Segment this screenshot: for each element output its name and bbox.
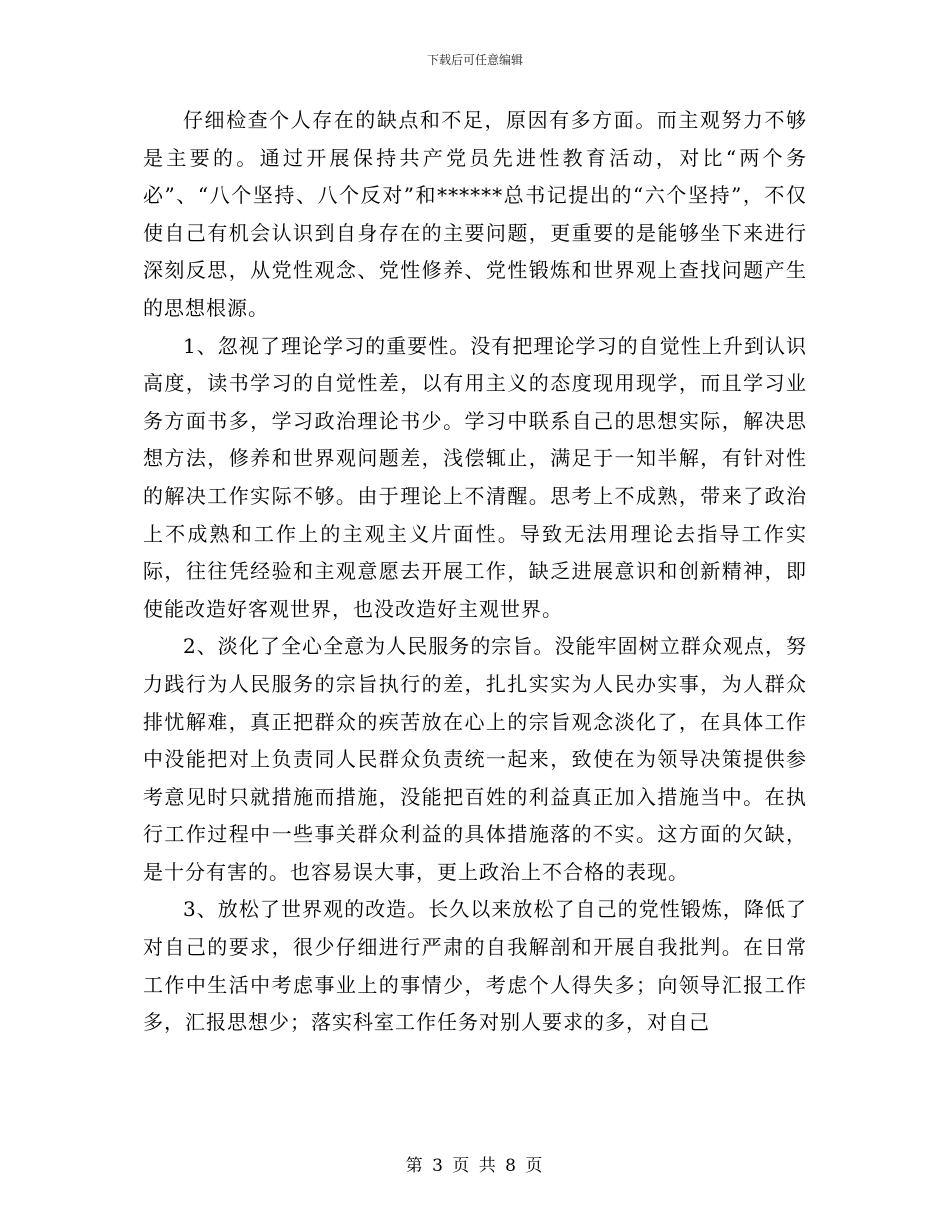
paragraph-item-2: 2、淡化了全心全意为人民服务的宗旨。没能牢固树立群众观点，努力践行为人民服务的宗旨执行的差，扎扎实实为人民办实事，为人群众排忧解难，真正把群众的疾苦放在心上的宗旨观念淡化了，在具体工作中没能把对上负责同人民群众负责统一起来，致使在为领导决策提供参考意见时只就措施而措施，没能把百姓的利益真正加入措施当中。在执行工作过程中一些事关群众利益的具体措施落的不实。这方面的欠缺，是十分有害的。也容易误大事，更上政治上不合格的表现。 [143, 634, 807, 884]
paragraph-item-1: 1、忽视了理论学习的重要性。没有把理论学习的自觉性上升到认识高度，读书学习的自觉性差，以有用主义的态度现用现学，而且学习业务方面书多，学习政治理论书少。学习中联系自己的思想实际，解决思想方法，修养和世界观问题差，浅偿辄止，满足于一知半解，有针对性的解决工作实际不够。由于理论上不清醒。思考上不成熟，带来了政治上不成熟和工作上的主观主义片面性。导致无法用理论去指导工作实际，往往凭经验和主观意愿去开展工作，缺乏进展意识和创新精神，即使能改造好客观世界，也没改造好主观世界。 [143, 333, 807, 621]
page-header: 下载后可任意编辑 [426, 53, 523, 67]
paragraph-intro: 仔细检查个人存在的缺点和不足，原因有多方面。而主观努力不够是主要的。通过开展保持共产党员先进性教育活动，对比“两个务必”、“八个坚持、八个反对”和******总书记提出的“六个坚持”，不仅使自己有机会认识到自身存在的主要问题，更重要的是能够坐下来进行深刻反思，从党性观念、党性修养、党性锻炼和世界观上查找问题产生的思想根源。 [143, 108, 807, 320]
paragraph-item-3: 3、放松了世界观的改造。长久以来放松了自己的党性锻炼，降低了对自己的要求，很少仔细进行严肃的自我解剖和开展自我批判。在日常工作中生活中考虑事业上的事情少，考虑个人得失多；向领导汇报工作多，汇报思想少；落实科室工作任务对别人要求的多，对自己 [143, 897, 807, 1035]
document-body [143, 102, 807, 1042]
page-number-footer: 第 3 页 共 8 页 [405, 1156, 545, 1176]
